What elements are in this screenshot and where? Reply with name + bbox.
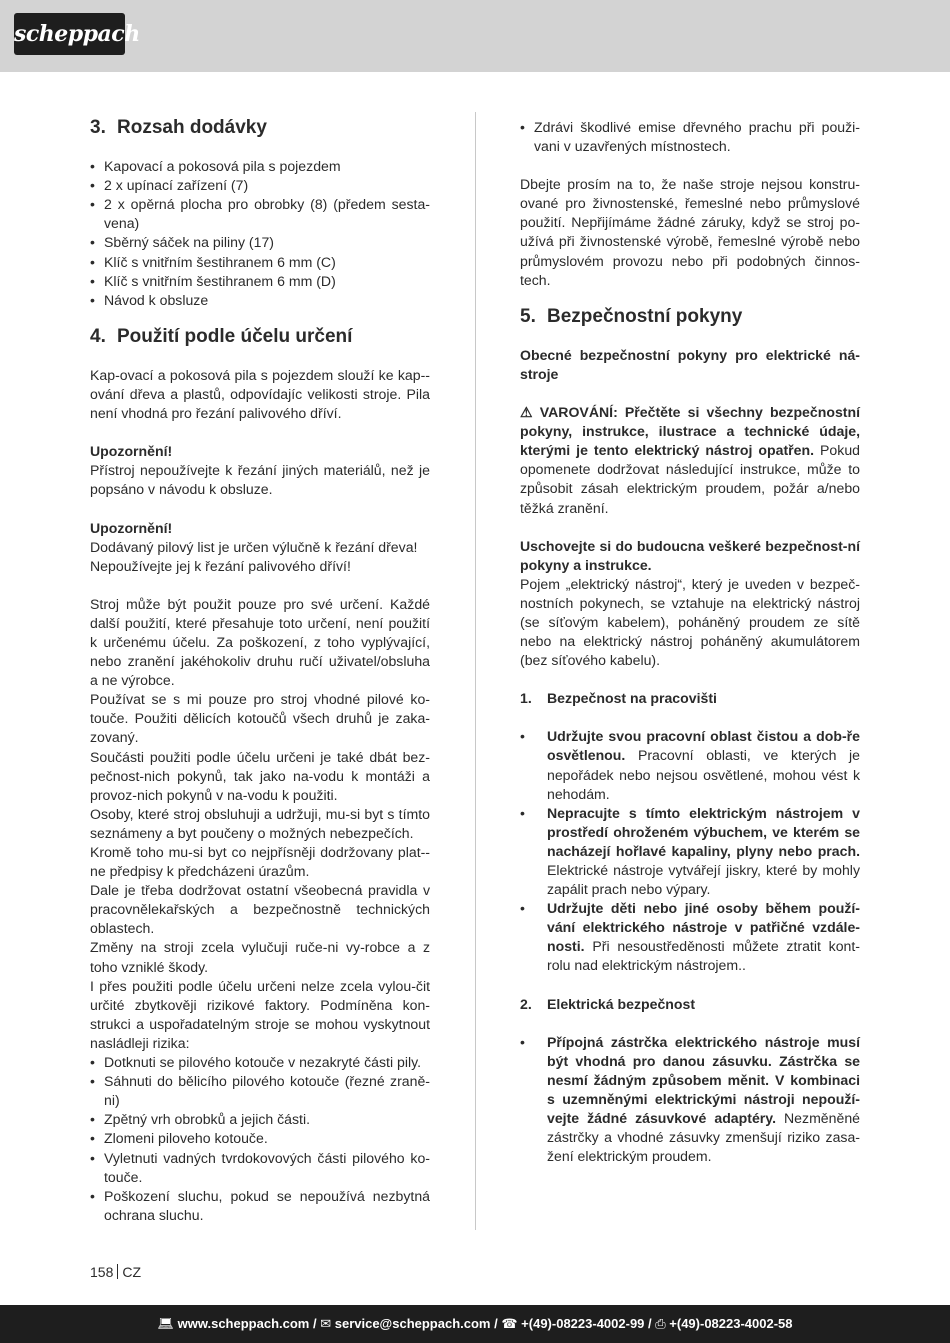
list-item: • Klíč s vnitřním šestihranem 6 mm (D) [90, 272, 336, 289]
list-item: • 2 x upínací zařízení (7) [90, 177, 249, 194]
section-5-heading: 5. Bezpečnostní pokyny [520, 305, 743, 327]
warning-triangle-icon: ⚠ [520, 404, 533, 421]
list-item: • Poškození sluchu, pokud se nepoužívá nezbytná ochrana sluchu. [90, 1187, 430, 1223]
fax-number: +(49)-08223-4002-58 [669, 1316, 793, 1331]
section-3-heading: 3. Rozsah dodávky [90, 117, 267, 138]
risk-list [90, 1053, 430, 1225]
list-item: • Nepracujte s tímto elektrickým nástrojem v prostředí ohroženém výbuchem, ve kterém se nacházejí hořlavé kapaliny, plyny nebo prach. Elektrické nástroje vytvářejí jiskry, které by mohly zapálit prach nebo výpary. [520, 804, 860, 898]
list-item: • Zpětný vrh obrobků a jejich části. [90, 1111, 311, 1128]
mail-icon: ✉︎ [320, 1316, 332, 1331]
paragraph: Používat se s mi pouze pro stroj vhodné pilové ko-touče. Použiti dělicích kotoučů všech druhů je zaka-zovaný. [90, 691, 430, 746]
warning-paragraph: ⚠ VAROVÁNÍ: Přečtěte si všechny bezpečnostní pokyny, instrukce, ilustrace a technické údaje, kterými je tento elektrický nástroj opatřen. Pokud opomenete dodržovat následující instrukce, může to způsobit zásah elektrickým proudem, požár a/nebo těžká zranění. [520, 404, 861, 516]
section-4-heading: 4. Použití podle účelu určení [90, 325, 353, 347]
phone-icon: ☎︎ [501, 1316, 518, 1331]
list-item: • Sběrný sáček na piliny (17) [90, 234, 274, 251]
delivery-list [90, 157, 430, 310]
workplace-safety-heading: 1. Bezpečnost na pracovišti [520, 690, 717, 707]
list-item: • Kapovací a pokosová pila s pojezdem [90, 158, 341, 175]
list-item: • Klíč s vnitřním šestihranem 6 mm (C) [90, 253, 336, 270]
intended-use-paragraph: Kap-ovací a pokosová pila s pojezdem slouží ke kap--ování dřeva a plastů, odpovídajíc velikosti stroje. Pila není vhodná pro řezání palivového dříví. [90, 366, 430, 422]
paragraph: Stroj může být použit pouze pro své určení. Každé další použití, které přesahuje toto určení, není použití k určenému účelu. Za poškození, z toho vyplývající, nebo zranění jakéhokoliv druhu ručí uživatel/obsluha a ne výrobce. [90, 595, 430, 689]
email-link[interactable]: service@scheppach.com [334, 1316, 491, 1331]
list-item: • Přípojná zástrčka elektrického nástroje musí být vhodná pro danou zásuvku. Zástrčka se nesmí žádným způsobem měnit. V kombinaci s uzemněnými elektrickými nástroji nepouží-vejte žádné zásuvkové adaptéry. Nezměněné zástrčky a vhodné zásuvky zmenšují riziko zasa-žení elektrickým proudem. [520, 1033, 860, 1165]
page-number: 158 CZ [90, 1264, 142, 1280]
page-header [0, 0, 950, 72]
warning-text: Dodávaný pilový list je určen výlučně k řezání dřeva! Nepoužívejte jej k řezání palivového dříví! [90, 538, 418, 574]
right-column [520, 118, 860, 1166]
general-safety-heading: Obecné bezpečnostní pokyny pro elektrické ná-stroje [520, 346, 860, 382]
website-link[interactable]: www.scheppach.com [177, 1316, 310, 1331]
phone-number: +(49)-08223-4002-99 [521, 1316, 645, 1331]
warning-title: Upozornění! [90, 519, 173, 536]
workplace-safety-list [520, 727, 860, 975]
paragraph: Součásti použiti podle účelu určeni je také dbát bez-pečnost-nich pokynů, tak jako na-vodu k montáži a provoz-nich pokynů v na-vodu k použiti. [90, 748, 430, 803]
list-item: • Zlomeni piloveho kotouče. [90, 1130, 268, 1147]
list-item: • Vyletnuti vadných tvrdokovových části pilového ko-touče. [90, 1149, 430, 1185]
scheppach-logo: scheppach [14, 13, 125, 55]
contact-footer: 💻︎ www.scheppach.com / ✉︎ service@scheppach.com / ☎︎ +(49)-08223-4002-99 / ⎙ +(49)-08223-4002-58 [0, 1305, 950, 1343]
warning-text: Přístroj nepoužívejte k řezání jiných materiálů, než je popsáno v návodu k obsluze. [90, 462, 430, 498]
continued-list [520, 118, 860, 156]
column-divider [475, 112, 476, 1230]
list-item: • Udržujte děti nebo jiné osoby během použí-vání elektrického nástroje v patřičné vzdále-nosti. Při nesoustředěnosti můžete ztratit kont-rolu nad elektrickým nástrojem.. [520, 900, 860, 974]
paragraph: Osoby, které stroj obsluhuji a udržuji, mu-si byt s tímto seznámeny a byt poučeny o možných nebezpečích. [90, 805, 430, 841]
paragraph: Kromě toho mu-si byt co nejpřísněji dodržovany plat--ne předpisy k předcházeni úrazům. [90, 844, 430, 880]
electrical-safety-heading: 2. Elektrická bezpečnost [520, 995, 696, 1012]
fax-icon: ⎙ [655, 1316, 666, 1331]
keep-instructions-text: Pojem „elektrický nástroj“, který je uveden v bezpeč-nostních pokynech, se vztahuje na elektrický nástroj (se síťovým kabelem), poháněný proudem ze sítě nebo na elektrický nástroj poháněný akumulátorem (bez síťového kabelu). [520, 575, 860, 669]
list-item: • 2 x opěrná plocha pro obrobky (8) (předem sesta-vena) [90, 196, 430, 232]
computer-icon: 💻︎ [157, 1316, 174, 1331]
list-item: • Sáhnuti do bělicího pilového kotouče (řezné zraně-ni) [90, 1073, 430, 1109]
disclaimer-paragraph: Dbejte prosím na to, že naše stroje nejsou konstru-ované pro živnostenské, řemeslné nebo průmyslové použití. Nepřijímáme žádné záruky, když se stroj po-užívá při živnostenské výrobě, řemeslné výrobě nebo průmyslovém provozu nebo při podobných činnos-tech. [520, 176, 860, 288]
list-item: • Udržujte svou pracovní oblast čistou a dob-ře osvětlenou. Pracovní oblasti, ve kterých je nepořádek nebo nejsou osvětlené, mohou vést k nehodám. [520, 728, 860, 802]
electrical-safety-list [520, 1033, 860, 1167]
list-item: • Dotknuti se pilového kotouče v nezakryté části pily. [90, 1054, 422, 1071]
paragraph: Dale je třeba dodržovat ostatní všeobecná pravidla v pracovnělekařských a bezpečnostně technických oblastech. [90, 882, 430, 937]
warning-title: Upozornění! [90, 443, 173, 460]
list-item: • Návod k obsluze [90, 291, 209, 308]
paragraph: Změny na stroji zcela vylučuji ruče-ni vy-robce a z toho vzniklé škody. [90, 939, 430, 975]
keep-instructions-heading: Uschovejte si do budoucna veškeré bezpečnost-ní pokyny a instrukce. [520, 537, 860, 573]
paragraph: I přes použiti podle účelu určeni nelze zcela vylou-čit určité zbytkověji rizikové faktory. Podmíněna kon-strukci a uspořadatelným stroje se mohou vyskytnout nasládleji rizika: [90, 977, 430, 1051]
list-item: • Zdrávi škodlivé emise dřevného prachu při použi-vani v uzavřených místnostech. [520, 119, 860, 155]
left-column [90, 118, 430, 1225]
usage-paragraphs [90, 595, 430, 1053]
